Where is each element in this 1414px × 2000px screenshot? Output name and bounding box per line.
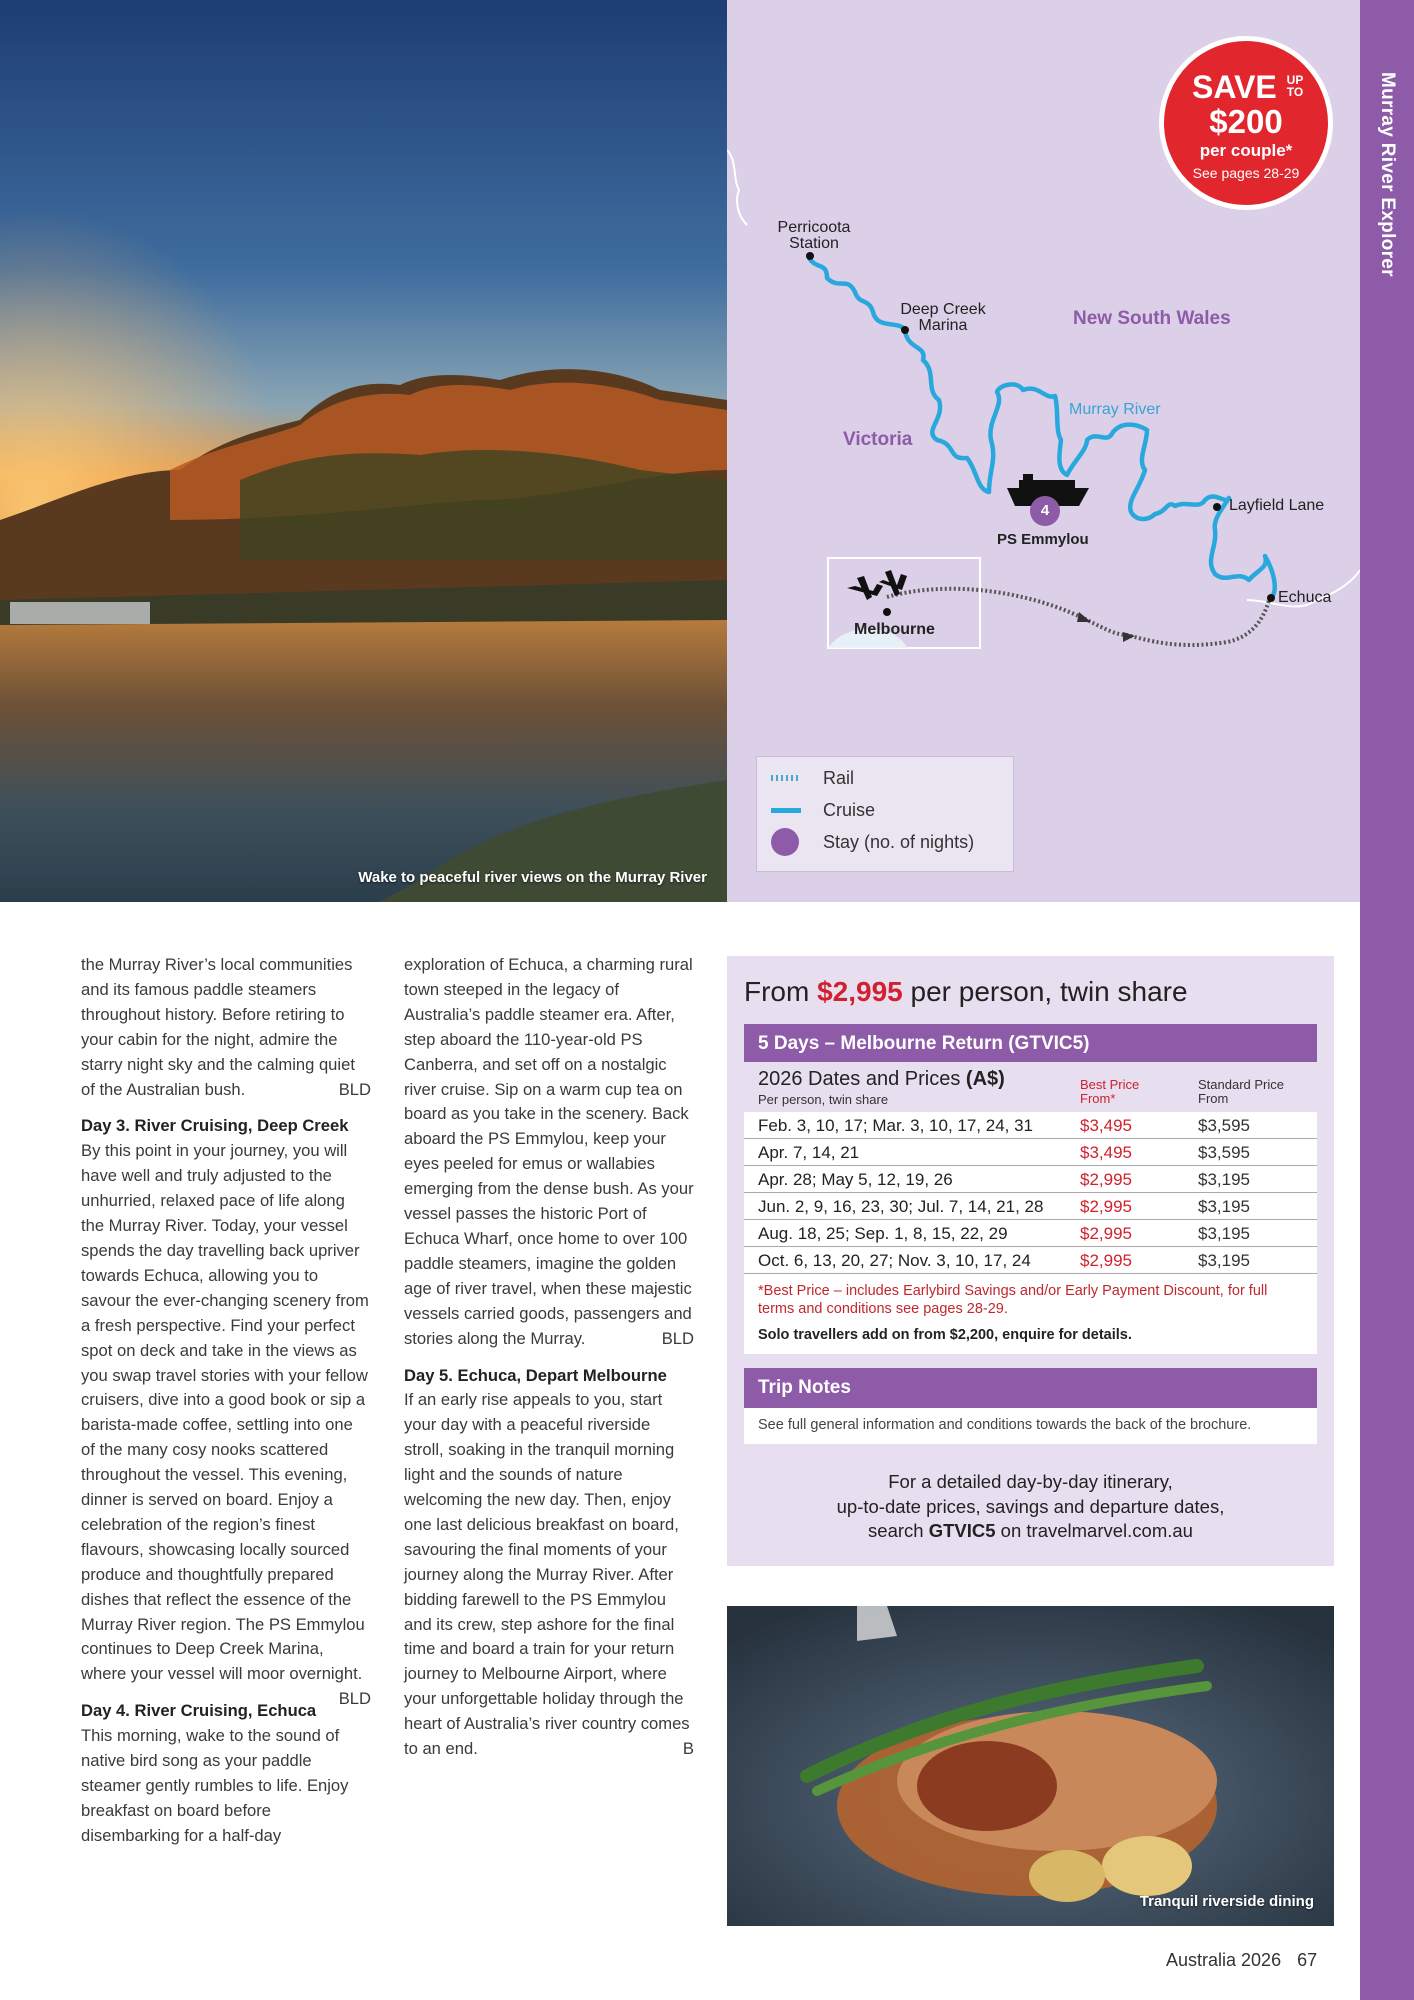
food-photo <box>727 1606 1334 1926</box>
place-perricoota: Perricoota Station <box>777 219 851 252</box>
day3-section <box>81 1114 371 1709</box>
price-table-header: 2026 Dates and Prices (A$) Per person, twin share Best Price From* Standard Price From <box>744 1062 1317 1112</box>
table-row: Aug. 18, 25; Sep. 1, 8, 15, 22, 29 $2,995 $3,195 <box>744 1220 1317 1247</box>
cta-text: For a detailed day-by-day itinerary, up-to-date prices, savings and departure dates, search GTVIC5 on travelmarvel.com.au <box>836 1471 1225 1541</box>
meal-code: BLD <box>338 1689 371 1709</box>
stay-nights: 4 <box>1040 502 1050 519</box>
meal-code: BLD <box>661 1328 694 1348</box>
meal-code: BLD <box>338 1079 371 1099</box>
price-box <box>727 956 1334 1566</box>
food-caption: Tranquil riverside dining <box>1139 1893 1314 1910</box>
place-layfield: Layfield Lane <box>1229 497 1325 514</box>
day4-text: This morning, wake to the sound of native bird song as your paddle steamer gently rumbles to life. Enjoy breakfast on board before disembarking for a half-day <box>81 1726 349 1845</box>
region-vic: Victoria <box>843 429 913 450</box>
side-title: Murray River Explorer <box>1377 72 1398 277</box>
legend-cruise: Cruise <box>771 795 875 825</box>
map-legend <box>756 756 1014 872</box>
table-row: Feb. 3, 10, 17; Mar. 3, 10, 17, 24, 31 $3,495 $3,595 <box>744 1112 1317 1139</box>
table-row: Oct. 6, 13, 20, 27; Nov. 3, 10, 17, 24 $2,995 $3,195 <box>744 1247 1317 1274</box>
price-notes <box>744 1274 1317 1354</box>
place-melbourne: Melbourne <box>854 621 935 638</box>
table-row: Apr. 7, 14, 21 $3,495 $3,595 <box>744 1139 1317 1166</box>
itinerary-column-1 <box>81 953 371 1861</box>
day5-section <box>404 1364 694 1763</box>
cruise-icon <box>771 808 801 813</box>
rail-icon <box>771 775 801 781</box>
trip-title-bar: 5 Days – Melbourne Return (GTVIC5) <box>744 1024 1317 1064</box>
legend-rail: Rail <box>771 763 854 793</box>
solo-note: Solo travellers add on from $2,200, enquire for details. <box>758 1327 1132 1343</box>
meal-code: B <box>682 1739 694 1759</box>
table-row: Jun. 2, 9, 16, 23, 30; Jul. 7, 14, 21, 28 $2,995 $3,195 <box>744 1193 1317 1220</box>
intro-paragraph: the Murray River’s local communities and its famous paddle steamers throughout history. Before retiring to your cabin for the night, admire the starry night sky and the calming quiet of the Australian bush. BLD <box>81 953 371 1102</box>
vessel-name: PS Emmylou <box>997 531 1089 548</box>
col2-paragraph: exploration of Echuca, a charming rural town steeped in the legacy of Australia’s paddle steamer era. After, step aboard the 110-year-old PS Canberra, and set off on a nostalgic river cruise. Sip on a warm cup tea on board as you take in the scenery. Back aboard the PS Emmylou, keep your eyes peeled for emus or wallabies emerging from the dense bush. As your vessel passes the historic Port of Echuca Wharf, once home to over 100 paddle steamers, imagine the golden age of river travel, when these majestic vessels carried goods, passengers and stories along the Murray. BLD <box>404 953 694 1352</box>
page-footer: Australia 2026 67 <box>1166 1950 1318 1970</box>
trip-notes-text: See full general information and conditions towards the back of the brochure. <box>744 1408 1317 1444</box>
hero-photo <box>0 0 727 902</box>
river-sunset-image <box>0 0 727 902</box>
place-deep-creek: Deep Creek Marina <box>900 301 986 334</box>
table-row: Apr. 28; May 5, 12, 19, 26 $2,995 $3,195 <box>744 1166 1317 1193</box>
trip-notes-bar: Trip Notes <box>744 1368 1317 1408</box>
itinerary-column-2 <box>404 953 694 1774</box>
route-map <box>727 0 1360 902</box>
save-badge: SAVE UP TO $200 per couple* See pages 28-29 <box>1159 36 1333 210</box>
price-table <box>744 1062 1317 1354</box>
best-price-note: *Best Price – includes Earlybird Savings and/or Early Payment Discount, for full terms and conditions see pages 28-29. <box>758 1283 1268 1317</box>
region-nsw: New South Wales <box>1073 308 1231 329</box>
day3-text: By this point in your journey, you will have well and truly adjusted to the unhurried, relaxed pace of life along the Murray River. Today, your vessel spends the day travelling back upriver towards Echuca, allowing you to savour the ever-changing scenery from a fresh perspective. Find your perfect spot on deck and take in the views as you swap travel stories with your fellow cruisers, dive into a good book or sip a barista-made coffee, settling into one of the many cosy nooks scattered throughout the vessel. This evening, dinner is served on board. Enjoy a celebration of the region’s finest flavours, showcasing locally sourced produce and thoughtfully prepared dishes that reflect the essence of the Murray River region. The PS Emmylou continues to Deep Creek Marina, where your vessel will moor overnight. <box>81 1141 369 1684</box>
legend-stay: Stay (no. of nights) <box>771 827 974 857</box>
day4-title: Day 4. River Cruising, Echuca <box>81 1701 317 1721</box>
place-echuca: Echuca <box>1278 589 1332 606</box>
river-label: Murray River <box>1069 401 1161 418</box>
hero-caption: Wake to peaceful river views on the Murray River <box>358 869 707 886</box>
side-band <box>1360 0 1414 2000</box>
price-heading: From $2,995 per person, twin share <box>744 976 1188 1007</box>
day5-title: Day 5. Echuca, Depart Melbourne <box>404 1365 667 1385</box>
day5-text: If an early rise appeals to you, start your day with a peaceful riverside stroll, soaking in the tranquil morning light and the sounds of nature welcoming the new day. Then, enjoy one last delicious breakfast on board, savouring the final moments of your journey along the Murray River. After bidding farewell to the PS Emmylou and its crew, step ashore for the final time and board a train for your return journey to Melbourne Airport, where your unforgettable holiday through the heart of Australia’s river country comes to an end. <box>404 1390 690 1759</box>
dining-image <box>727 1606 1334 1926</box>
page-number: 67 <box>1297 1950 1318 1970</box>
stay-icon <box>771 828 799 856</box>
airport-icon <box>847 570 907 600</box>
day3-title: Day 3. River Cruising, Deep Creek <box>81 1116 349 1136</box>
day4-section <box>81 1699 371 1848</box>
